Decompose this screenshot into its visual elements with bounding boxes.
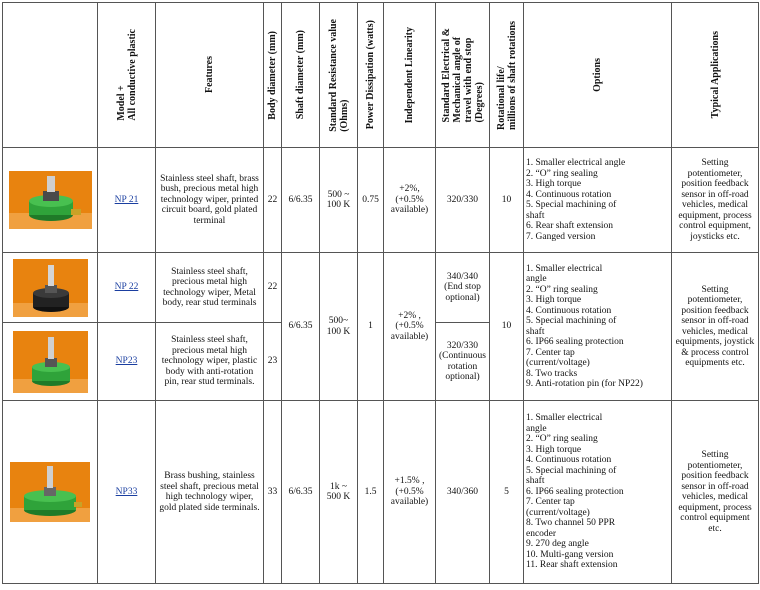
shaft-np33: 6/6.35 <box>282 401 320 584</box>
option-item: 2. “O” ring sealing <box>526 168 598 179</box>
power-np33: 1.5 <box>358 401 384 584</box>
header-photo <box>3 3 98 148</box>
table-row-np22 <box>3 253 759 323</box>
angle-np23: 320/330 (Continuous rotation optional) <box>436 323 490 401</box>
option-item: 2. “O” ring sealing <box>526 284 598 295</box>
header-model: Model + All conductive plastic <box>98 3 156 148</box>
applications-np22-np23: Setting potentiometer, position feedback sensor in off-road vehicles, medical equipments, joystick & process control equipments etc. <box>672 253 759 401</box>
option-item: 6. IP66 sealing protection <box>526 486 624 497</box>
options-np22-np23 <box>524 253 672 401</box>
potentiometer-np23-photo <box>13 331 88 393</box>
shaft-np22-np23: 6/6.35 <box>282 253 320 401</box>
option-item: 1. Smaller electrical angle <box>526 263 603 284</box>
option-item: 7. Ganged version <box>526 231 596 242</box>
features-np22: Stainless steel shaft, precious metal high technology wiper, Metal body, rear stud terminals <box>156 253 264 323</box>
option-item: 5. Special machining of shaft <box>526 465 617 487</box>
option-item: 7. Center tap (current/voltage) <box>526 497 590 518</box>
body-np23: 23 <box>264 323 282 401</box>
option-item: 6. Rear shaft extension <box>526 221 614 231</box>
table-row-np21 <box>3 148 759 253</box>
header-angle: Standard Electrical & Mechanical angle of travel with end stop (Degrees) <box>436 3 490 148</box>
power-np21: 0.75 <box>358 148 384 253</box>
option-item: 9. 270 deg angle <box>526 539 589 550</box>
option-item: 8. Two channel 50 PPR encoder <box>526 518 616 539</box>
applications-np21: Setting potentiometer, position feedback sensor in off-road vehicles, medical equipment, process control equipment, joysticks etc. <box>672 148 759 253</box>
body-np33: 33 <box>264 401 282 584</box>
potentiometer-np33-photo <box>10 462 90 522</box>
option-item: 11. Rear shaft extension <box>526 560 618 571</box>
header-body-diameter: Body diameter (mm) <box>264 3 282 148</box>
header-shaft-diameter: Shaft diameter (mm) <box>282 3 320 148</box>
option-item: 4. Continuous rotation <box>526 189 612 200</box>
potentiometer-spec-table <box>2 2 759 584</box>
header-resistance: Standard Resistance value (Ohms) <box>320 3 358 148</box>
option-item: 5. Special machining of shaft <box>526 200 617 221</box>
model-np33-link[interactable]: NP33 <box>98 401 156 584</box>
option-item: 3. High torque <box>526 295 582 305</box>
header-options: Options <box>524 3 672 148</box>
option-item: 5. Special machining of shaft <box>526 316 617 337</box>
angle-np21: 320/330 <box>436 148 490 253</box>
resistance-np22-np23: 500~ 100 K <box>320 253 358 401</box>
option-item: 2. “O” ring sealing <box>526 434 598 445</box>
option-item: 1. Smaller electrical angle <box>526 413 603 434</box>
option-item: 3. High torque <box>526 444 582 455</box>
header-rotational-life: Rotational life/ millions of shaft rotations <box>490 3 524 148</box>
model-np21-link[interactable]: NP 21 <box>98 148 156 253</box>
options-np33 <box>524 401 672 584</box>
photo-cell <box>3 148 98 253</box>
option-item: 8. Two tracks <box>526 368 578 379</box>
life-np21: 10 <box>490 148 524 253</box>
linearity-np22-np23: +2% , (+0.5% available) <box>384 253 436 401</box>
shaft-np21: 6/6.35 <box>282 148 320 253</box>
life-np33: 5 <box>490 401 524 584</box>
header-linearity: Independent Linearity <box>384 3 436 148</box>
linearity-np33: +1.5% , (+0.5% available) <box>384 401 436 584</box>
option-item: 6. IP66 sealing protection <box>526 337 624 347</box>
table-row-np33 <box>3 401 759 584</box>
option-item: 3. High torque <box>526 179 582 189</box>
features-np21: Stainless steel shaft, brass bush, precious metal high technology wiper, printed circuit board, gold plated terminal <box>156 148 264 253</box>
angle-np33: 340/360 <box>436 401 490 584</box>
header-applications: Typical Applications <box>672 3 759 148</box>
option-item: 9. Anti-rotation pin (for NP22) <box>526 379 643 389</box>
power-np22-np23: 1 <box>358 253 384 401</box>
option-item: 1. Smaller electrical angle <box>526 158 626 168</box>
potentiometer-np22-photo <box>13 259 88 317</box>
resistance-np21: 500 ~ 100 K <box>320 148 358 253</box>
features-np23: Stainless steel shaft, precious metal high technology wiper, plastic body with anti-rotation pin, rear stud terminals. <box>156 323 264 401</box>
body-np21: 22 <box>264 148 282 253</box>
photo-cell <box>3 253 98 323</box>
option-item: 7. Center tap (current/voltage) <box>526 347 590 368</box>
option-item: 10. Multi-gang version <box>526 549 614 560</box>
angle-np22: 340/340 (End stop optional) <box>436 253 490 323</box>
body-np22: 22 <box>264 253 282 323</box>
resistance-np33: 1k ~ 500 K <box>320 401 358 584</box>
header-features: Features <box>156 3 264 148</box>
model-np23-link[interactable]: NP23 <box>98 323 156 401</box>
photo-cell <box>3 401 98 584</box>
option-item: 4. Continuous rotation <box>526 455 612 466</box>
potentiometer-np21-photo <box>9 171 92 229</box>
linearity-np21: +2%, (+0.5% available) <box>384 148 436 253</box>
features-np33: Brass bushing, stainless steel shaft, precious metal high technology wiper, gold plated side terminals. <box>156 401 264 584</box>
option-item: 4. Continuous rotation <box>526 305 612 316</box>
applications-np33: Setting potentiometer, position feedback sensor in off-road vehicles, medical equipment, process control equipment etc. <box>672 401 759 584</box>
photo-cell <box>3 323 98 401</box>
model-np22-link[interactable]: NP 22 <box>98 253 156 323</box>
header-power: Power Dissipation (watts) <box>358 3 384 148</box>
life-np22-np23: 10 <box>490 253 524 401</box>
options-np21 <box>524 148 672 253</box>
header-row <box>3 3 759 148</box>
